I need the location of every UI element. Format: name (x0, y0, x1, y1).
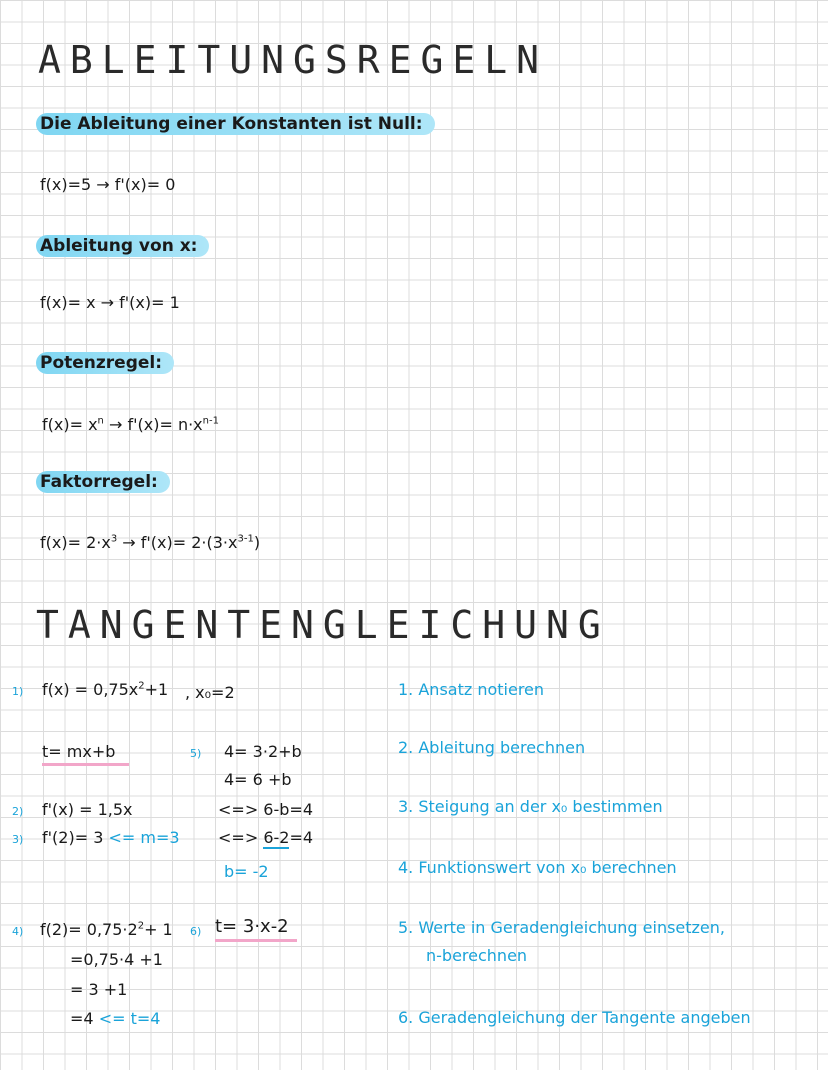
b-step-3: <=> 6-b=4 (218, 800, 313, 819)
rule-formula-faktorregel: $f(x)= 2\cdot x^3 \to f'(x)= 2\cdot(3\cdot x^{3-1})$ (40, 533, 261, 552)
tangent-ansatz: t= mx+b (42, 742, 129, 761)
rule-formula-potenzregel: $f(x)= x^n \to f'(x)= n\cdot x^{n-1}$ (42, 415, 219, 434)
step-6: 6. Geradengleichung der Tangente angeben (398, 1008, 751, 1027)
rule-formula-x: f(x)= x → f'(x)= 1 (40, 293, 180, 312)
function-value-4: =4 <= t=4 (70, 1009, 161, 1028)
step-5-continued: n-berechnen (426, 946, 528, 965)
b-step-1: 4= 3·2+b (224, 742, 302, 761)
x0-value: , x₀=2 (185, 683, 235, 702)
b-step-4: <=> 6-2=4 (218, 828, 314, 847)
step-1: 1. Ansatz notieren (398, 680, 545, 699)
rule-heading-faktorregel (36, 471, 170, 493)
step-5: 5. Werte in Geradengleichung einsetzen, (398, 918, 725, 937)
highlighted-heading: Potenzregel: (36, 352, 174, 374)
tangent-result: t= 3·x-2 (215, 916, 297, 937)
function-value-1: $f(2)= 0,75\cdot 2^2+ 1$ (40, 920, 173, 939)
title-ableitungsregeln: ABLEITUNGSREGELN (38, 38, 549, 82)
step-4: 4. Funktionswert von x₀ berechnen (398, 858, 677, 877)
step-number-3: 3) (12, 833, 24, 846)
highlighted-heading: Ableitung von x: (36, 235, 209, 257)
highlighted-heading: Die Ableitung einer Konstanten ist Null: (36, 113, 435, 135)
b-step-2: 4= 6 +b (224, 770, 292, 789)
b-result: b= -2 (224, 862, 269, 881)
rule-heading-potenzregel (36, 352, 174, 374)
highlighted-heading: Faktorregel: (36, 471, 170, 493)
step-number-2: 2) (12, 805, 24, 818)
step-number-1: 1) (12, 685, 24, 698)
rule-heading-konstante (36, 113, 435, 135)
rule-formula-konstante: f(x)=5 → f'(x)= 0 (40, 175, 176, 194)
function-value-2: =0,75·4 +1 (70, 950, 163, 969)
title-tangentengleichung: TANGENTENGLEICHUNG (36, 603, 610, 647)
step-2: 2. Ableitung berechnen (398, 738, 586, 757)
step-number-6: 6) (190, 925, 202, 938)
function-definition: $f(x) = 0,75x^2+1$ (42, 680, 169, 699)
derivative: f'(x) = 1,5x (42, 800, 133, 819)
step-3: 3. Steigung an der x₀ bestimmen (398, 797, 663, 816)
function-value-3: = 3 +1 (70, 980, 128, 999)
slope: f'(2)= 3 <= m=3 (42, 828, 180, 847)
rule-heading-x (36, 235, 209, 257)
step-number-5: 5) (190, 747, 202, 760)
step-number-4: 4) (12, 925, 24, 938)
